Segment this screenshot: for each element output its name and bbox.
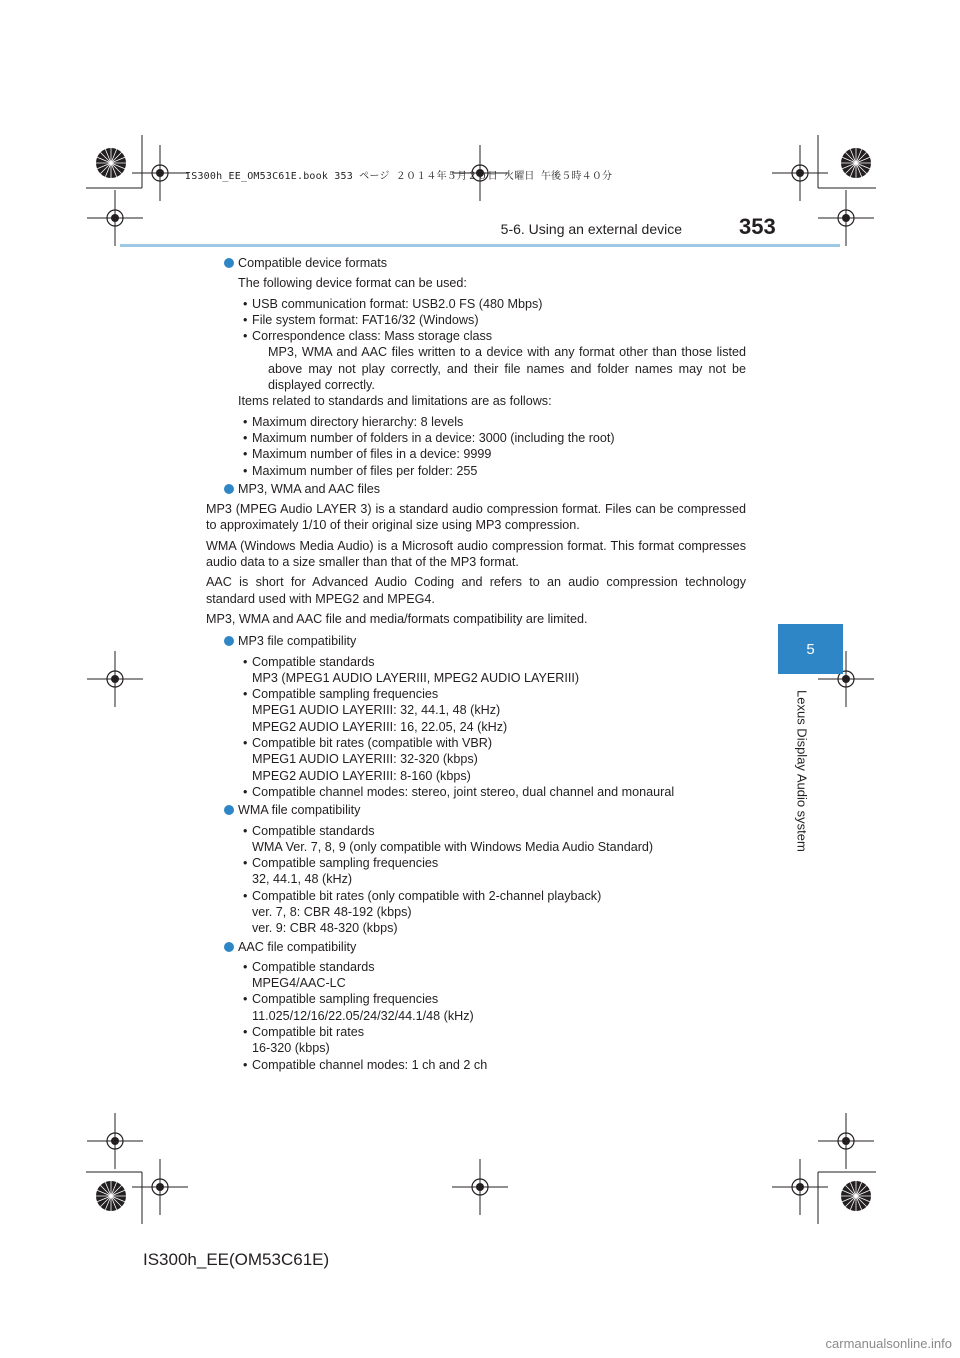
files-paragraph: MP3, WMA and AAC file and media/formats compatibility are limited.: [206, 611, 588, 626]
bullet-dot-icon: [224, 636, 234, 646]
list-item: • Compatible bit rates (compatible with VBR) MPEG1 AUDIO LAYERIII: 32-320 (kbps) MPEG2 AUDIO LAYERIII: 8-160 (kbps): [222, 735, 746, 784]
list-item: • Compatible sampling frequencies 11.025/12/16/22.05/24/32/44.1/48 (kHz): [222, 991, 746, 1024]
heading-mp3: MP3 file compatibility: [222, 633, 746, 649]
device-formats-list: [222, 296, 746, 345]
page-content: [206, 255, 746, 1073]
page-number: 353: [739, 214, 776, 239]
files-paragraph: WMA (Windows Media Audio) is a Microsoft audio compression format. This format compresses audio data to a size smaller than that of the MP3 format.: [206, 538, 746, 570]
list-item: • Compatible standards MPEG4/AAC-LC: [222, 959, 746, 992]
chapter-number: 5: [806, 640, 815, 658]
list-item: • Maximum number of folders in a device: 3000 (including the root): [222, 430, 746, 446]
aac-list: [222, 959, 746, 1073]
list-item: • Maximum number of files per folder: 255: [222, 463, 746, 479]
list-item: • Compatible sampling frequencies 32, 44.1, 48 (kHz): [222, 855, 746, 888]
limits-intro: Items related to standards and limitations are as follows:: [238, 394, 552, 409]
section-title: 5-6. Using an external device: [500, 221, 682, 237]
list-item: • Maximum number of files in a device: 9999: [222, 446, 746, 462]
list-item: • Compatible channel modes: stereo, joint stereo, dual channel and monaural: [222, 784, 746, 800]
bullet-dot-icon: [224, 805, 234, 815]
list-item: • Compatible channel modes: 1 ch and 2 ch: [222, 1057, 746, 1073]
heading-files: MP3, WMA and AAC files: [222, 481, 746, 497]
bullet-dot-icon: [224, 484, 234, 494]
heading-wma: WMA file compatibility: [222, 802, 746, 818]
header-rule: [120, 244, 840, 247]
manual-code: IS300h_EE(OM53C61E): [143, 1250, 330, 1269]
watermark: carmanualsonline.info: [825, 1336, 952, 1351]
chapter-label: Lexus Display Audio system: [794, 690, 810, 852]
files-paragraph: AAC is short for Advanced Audio Coding and refers to an audio compression technology standard used with MPEG2 and MPEG4.: [206, 575, 746, 606]
list-item: • Compatible sampling frequencies MPEG1 AUDIO LAYERIII: 32, 44.1, 48 (kHz) MPEG2 AUDIO LAYERIII: 16, 22.05, 24 (kHz): [222, 686, 746, 735]
print-header: IS300h_EE_OM53C61E.book 353 ページ ２０１４年５月２０日 火曜日 午後５時４０分: [185, 171, 613, 182]
list-item: • Compatible bit rates 16-320 (kbps): [222, 1024, 746, 1057]
list-item: • Compatible standards MP3 (MPEG1 AUDIO LAYERIII, MPEG2 AUDIO LAYERIII): [222, 654, 746, 687]
files-paragraph: MP3 (MPEG Audio LAYER 3) is a standard audio compression format. Files can be compressed to approximately 1/10 of their original size using MP3 compression.: [206, 502, 746, 533]
list-item: • File system format: FAT16/32 (Windows): [222, 312, 746, 328]
list-item: • Compatible bit rates (only compatible with 2-channel playback) ver. 7, 8: CBR 48-192 (kbps) ver. 9: CBR 48-320 (kbps): [222, 888, 746, 937]
heading-device-formats: Compatible device formats: [222, 255, 746, 271]
limits-list: [222, 414, 746, 479]
bullet-dot-icon: [224, 258, 234, 268]
wma-list: [222, 823, 746, 937]
list-item: • Correspondence class: Mass storage class: [222, 328, 746, 344]
list-item: • Maximum directory hierarchy: 8 levels: [222, 414, 746, 430]
mp3-list: [222, 654, 746, 801]
bullet-dot-icon: [224, 942, 234, 952]
class-note: MP3, WMA and AAC files written to a device with any format other than those listed above may not play correctly, and their file names and folder names may not be displayed correctly.: [268, 345, 746, 393]
device-formats-intro: The following device format can be used:: [238, 276, 467, 291]
heading-aac: AAC file compatibility: [222, 939, 746, 955]
list-item: • USB communication format: USB2.0 FS (480 Mbps): [222, 296, 746, 312]
list-item: • Compatible standards WMA Ver. 7, 8, 9 (only compatible with Windows Media Audio Standard): [222, 823, 746, 856]
